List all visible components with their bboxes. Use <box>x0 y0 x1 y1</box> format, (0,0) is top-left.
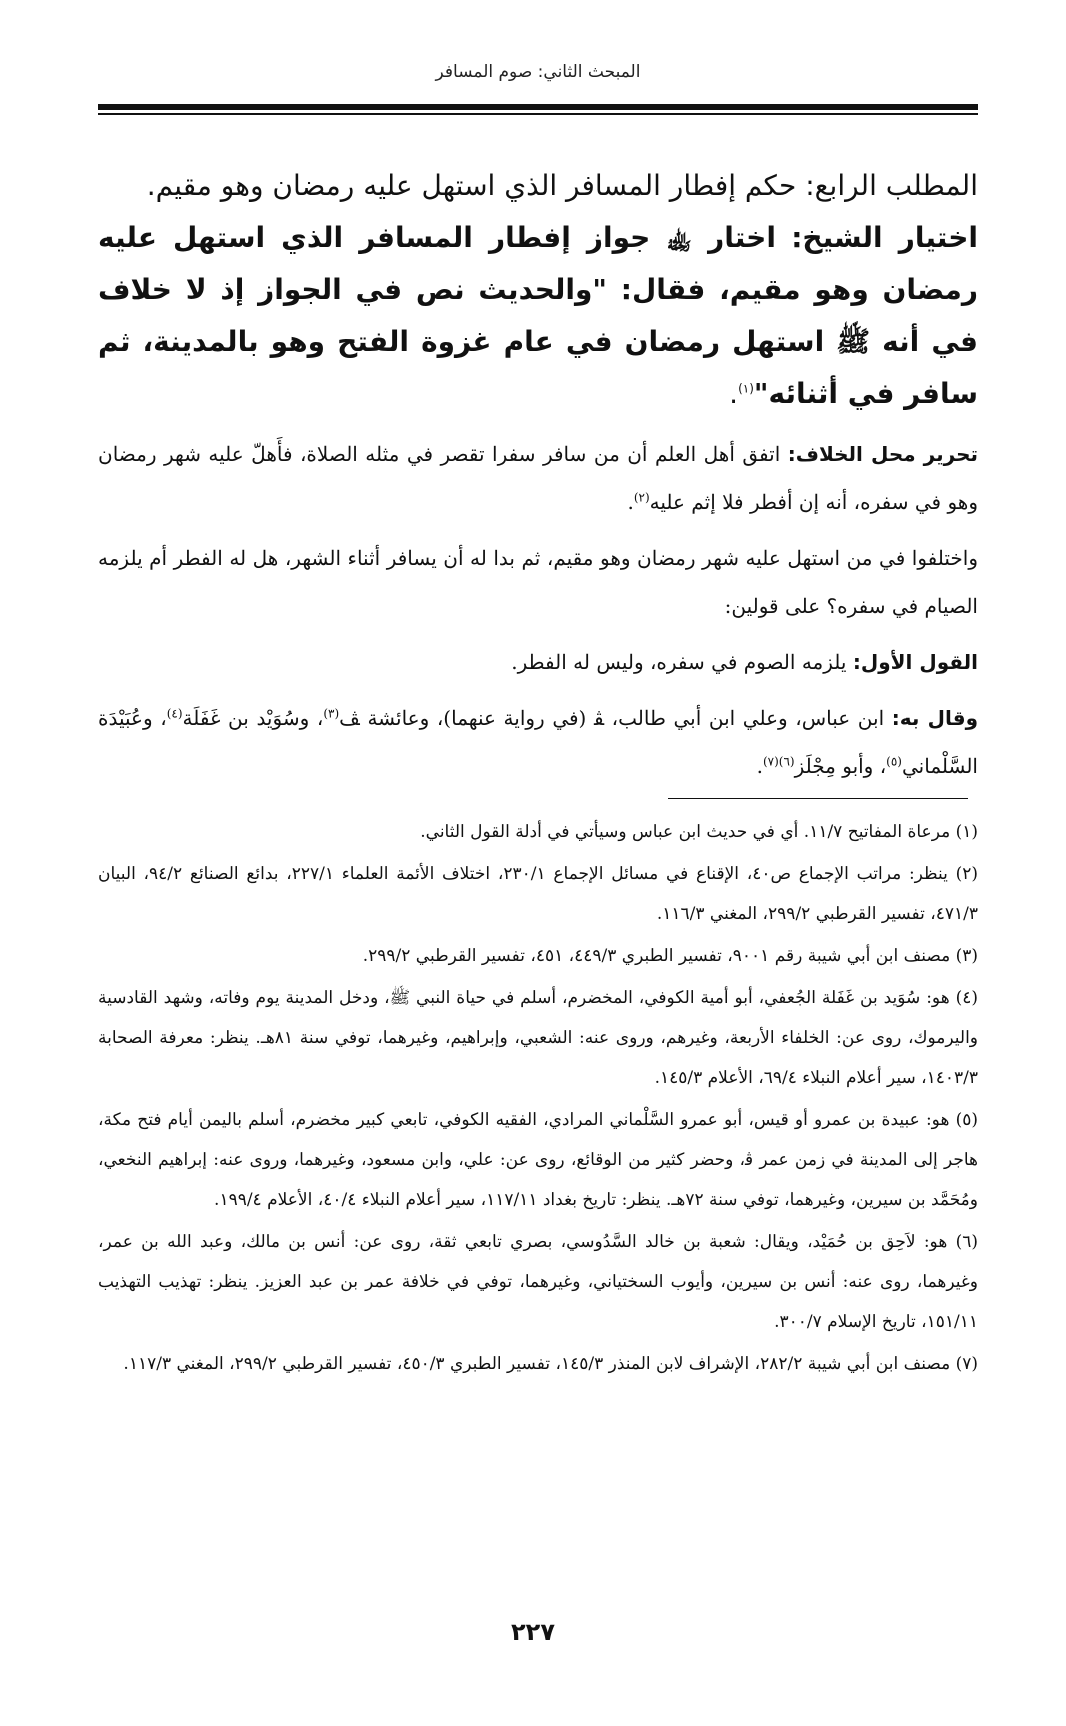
proponents-end: . <box>756 754 763 778</box>
dispute-text: اتفق أهل العلم أن من سافر سفرا تقصر في مثله الصلاة، فأَهلّ عليه شهر رمضان وهو في سفره، أنه إن أفطر فلا إثم عليه <box>98 442 978 514</box>
first-opinion-text: يلزمه الصوم في سفره، وليس له الفطر. <box>511 650 847 674</box>
sheikh-choice-end: . <box>729 377 739 410</box>
footnote-ref-6-7: (٦)(٧) <box>762 754 795 769</box>
footnote-4: (٤) هو: سُوَيد بن غَفَلة الجُعفي، أبو أمية الكوفي، المخضرم، أسلم في حياة النبي ﷺ، ودخل المدينة يوم وفاته، وشهد القادسية واليرموك، روى عن: الخلفاء الأربعة، وغيرهم، وروى عنه: الشعبي، وإبراهيم، وغيرهما، توفي سنة ٨١هـ. ينظر: معرفة الصحابة ١٤٠٣/٣، سير أعلام النبلاء ٦٩/٤، الأعلام ١٤٥/٣. <box>98 988 979 1088</box>
main-text <box>98 160 978 798</box>
footnote-5: (٥) هو: عبيدة بن عمرو أو قيس، أبو عمرو السَّلْماني المرادي، الفقيه الكوفي، تابعي كبير مخضرم، أسلم باليمن أيام فتح مكة، هاجر إلى المدينة في زمن عمر ﭬ، وحضر كثير من الوقائع، روى عن: علي، وابن مسعود، وغيرهما، وروى عنه: إبراهيم النخعي، ومُحَمَّد بن سيرين، وغيرهما، توفي سنة ٧٢هـ. ينظر: تاريخ بغداد ١١٧/١١، سير أعلام النبلاء ٤٠/٤، الأعلام ١٩٩/٤. <box>98 1110 978 1210</box>
first-opinion-label: القول الأول: <box>852 650 978 674</box>
footnote-3: (٣) مصنف ابن أبي شيبة رقم ٩٠٠١، تفسير الطبري ٤٤٩/٣، ٤٥١، تفسير القرطبي ٢٩٩/٢. <box>362 946 978 966</box>
footnote-6: (٦) هو: لاَحِق بن حُمَيْد، ويقال: شعبة بن خالد السَّدُوسي، بصري تابعي ثقة، روى عن: أنس بن مالك، وعبد الله بن عمر، وغيرهما، روى عنه: أنس بن سيرين، وأيوب السختياني، وغيرهما، توفي في خلافة عمر بن عبد العزيز. ينظر: تهذيب التهذيب ١٥١/١١، تاريخ الإسلام ٣٠٠/٧. <box>98 1232 978 1332</box>
sheikh-choice-label: اختيار الشيخ: <box>791 221 978 254</box>
footnote-ref-1: (١) <box>738 381 754 396</box>
sheikh-choice-text: اختار ﵀ جواز إفطار المسافر الذي استهل عليه رمضان وهو مقيم، فقال: "والحديث نص في الجواز إذ لا خلاف في أنه ﷺ استهل رمضان في عام غزوة الفتح وهو بالمدينة، ثم سافر في أثنائه" <box>98 221 978 410</box>
proponents-label: وقال به: <box>891 706 979 730</box>
section-title: المطلب الرابع: حكم إفطار المسافر الذي استهل عليه رمضان وهو مقيم. <box>146 169 978 202</box>
footnote-ref-3: (٣) <box>323 706 340 721</box>
disagreement-text: واختلفوا في من استهل عليه شهر رمضان وهو مقيم، ثم بدا له أن يسافر أثناء الشهر، هل له الفطر أم يلزمه الصيام في سفره؟ على قولين: <box>98 546 978 618</box>
paragraph-proponents <box>98 694 978 790</box>
proponents-text-a: ابن عباس، وعلي ابن أبي طالب، ﭭ (في رواية عنهما)، وعائشة ﭫ <box>339 706 885 730</box>
footnotes <box>98 812 978 1386</box>
dispute-end: . <box>627 490 634 514</box>
footnote-ref-4: (٤) <box>166 706 183 721</box>
footnote-ref-2: (٢) <box>633 490 650 505</box>
page-number: ٢٢٧ <box>511 1618 555 1646</box>
footnote-2: (٢) ينظر: مراتب الإجماع ص٤٠، الإقناع في مسائل الإجماع ٢٣٠/١، اختلاف الأئمة العلماء ٢٢٧/١، بدائع الصنائع ٩٤/٢، البيان ٤٧١/٣، تفسير القرطبي ٢٩٩/٢، المغني ١١٦/٣. <box>98 864 979 924</box>
section-heading <box>98 160 978 420</box>
proponents-text-d: ، وأبو مِجْلَز <box>794 754 887 778</box>
proponents-text-b: ، وسُوَيْد بن غَفَلَة <box>182 706 324 730</box>
paragraph-disagreement <box>98 534 978 630</box>
footnote-ref-5: (٥) <box>886 754 902 769</box>
running-header: المبحث الثاني: صوم المسافر <box>435 62 641 82</box>
header-rule-thin <box>98 113 978 115</box>
proponents-text-c: ، وعُبَيْدَة السَّلْماني <box>98 706 978 778</box>
header-rule-thick <box>98 104 978 110</box>
footnote-1: (١) مرعاة المفاتيح ١١/٧. أي في حديث ابن عباس وسيأتي في أدلة القول الثاني. <box>420 822 978 842</box>
paragraph-dispute <box>98 430 978 526</box>
footnote-separator <box>668 798 968 799</box>
paragraph-first-opinion <box>98 638 978 686</box>
dispute-label: تحرير محل الخلاف: <box>787 442 978 466</box>
footnote-7: (٧) مصنف ابن أبي شيبة ٢٨٢/٢، الإشراف لابن المنذر ١٤٥/٣، تفسير الطبري ٤٥٠/٣، تفسير القرطبي ٢٩٩/٢، المغني ١١٧/٣. <box>123 1354 978 1374</box>
